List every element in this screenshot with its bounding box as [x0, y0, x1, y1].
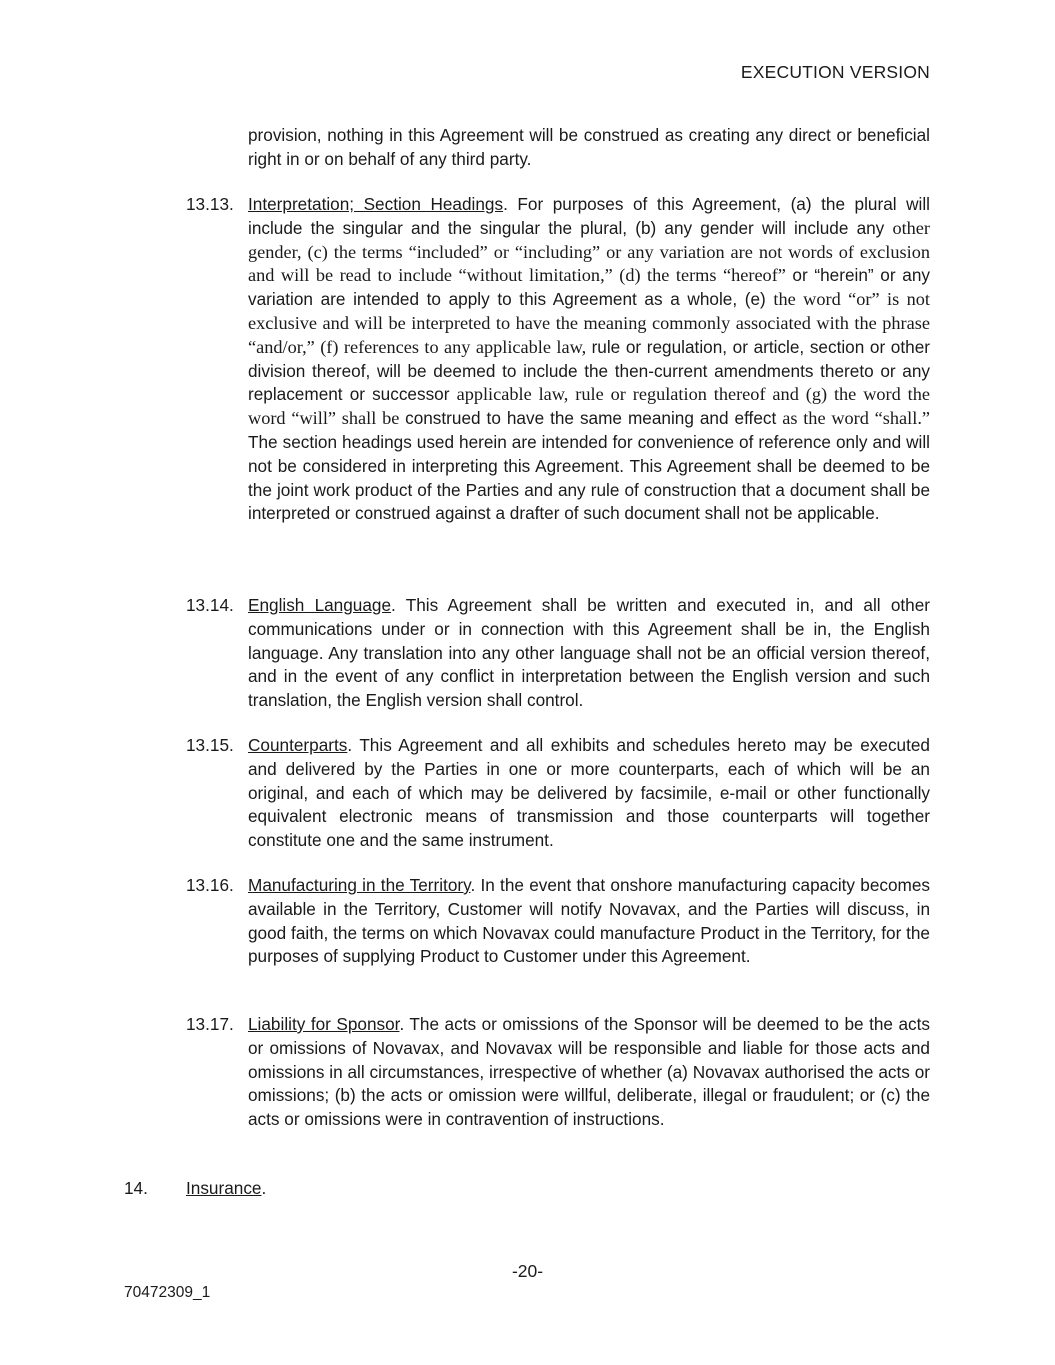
section-text: In the event that onshore manufacturing capacity becomes available in the Territory, Customer will notify Novavax, and the Parties will discuss, in good faith, the terms on which Novavax could manufacture Product in the Territory, for the purposes of supplying Product to Customer under this Agreement.	[248, 875, 930, 967]
section-14-heading: Insurance	[186, 1178, 262, 1198]
section-text: This Agreement and all exhibits and schedules hereto may be executed and delivered by the Parties in one or more counterparts, each of which will be an original, and each of which may be delivered by facsimile, e-mail or other functionally equivalent electronic means of transmission and those counterparts will together constitute one and the same instrument.	[248, 735, 930, 851]
section-number: 13.15.	[186, 735, 234, 755]
section-text: This Agreement shall be written and executed in, and all other communications under or in connection with this Agreement shall be in, the English language. Any translation into any other language shall not be an official version thereof, and in the event of any conflict in interpretation between the English version and such translation, the English version shall control.	[248, 595, 930, 711]
section-heading: Liability for Sponsor	[248, 1014, 400, 1034]
section-13-14	[248, 594, 930, 713]
heading-period: .	[399, 1014, 410, 1034]
heading-period: .	[347, 735, 360, 755]
section-14	[186, 1177, 266, 1201]
section-heading: Manufacturing in the Territory	[248, 875, 471, 895]
heading-period: .	[470, 875, 481, 895]
section-13-13	[248, 193, 930, 526]
section-13-15	[248, 734, 930, 853]
continuation-paragraph: provision, nothing in this Agreement will be construed as creating any direct or beneficial right in or on behalf of any third party.	[248, 125, 930, 169]
document-id: 70472309_1	[124, 1284, 211, 1301]
section-number: 13.14.	[186, 595, 234, 615]
heading-period: .	[391, 595, 406, 615]
section-heading: Counterparts	[248, 735, 348, 755]
section-text: rule or regulation, or article, section or other division thereof, will be deemed to include the then-current amendments thereto or any replacement or successor	[248, 336, 930, 405]
section-text: The acts or omissions of the Sponsor will be deemed to be the acts or omissions of Novavax, and Novavax will be responsible and liable for those acts and omissions in all circumstances, irrespective of whether (a) Novavax authorised the acts or omissions; (b) the acts or omission were willful, deliberate, illegal or fraudulent; or (c) the acts or omissions were in contravention of instructions.	[248, 1014, 930, 1130]
page-number: -20-	[511, 1261, 544, 1281]
section-text: applicable law, rule or regulation thereof and (g) the word the word “will” shall be	[248, 384, 931, 429]
section-number: 13.13.	[186, 194, 234, 214]
section-text: as the word “shall.”	[782, 408, 930, 429]
heading-period: .	[261, 1178, 267, 1198]
section-14-number: 14.	[124, 1178, 148, 1198]
section-text: other gender, (c) the terms “included” or “including” or any variation are not words of exclusion and will be read to include “without limitation,” (d) the terms “hereof”	[248, 217, 930, 286]
section-text: or “herein” or any variation are intended to apply to this Agreement as a whole, (e)	[248, 265, 930, 310]
heading-period: .	[503, 194, 518, 214]
section-heading: Interpretation; Section Headings	[248, 194, 504, 214]
section-number: 13.17.	[186, 1014, 234, 1034]
section-heading: English Language	[248, 595, 392, 615]
section-text: the word “or” is not exclusive and will be interpreted to have the meaning commonly associated with the phrase “and/or,” (f) references to any applicable law,	[248, 289, 930, 357]
section-13-16	[248, 874, 930, 969]
execution-version-header: EXECUTION VERSION	[740, 62, 930, 82]
section-13-17	[248, 1013, 930, 1132]
section-number: 13.16.	[186, 875, 234, 895]
section-text: The section headings used herein are intended for convenience of reference only and will not be considered in interpreting this Agreement. This Agreement shall be deemed to be the joint work product of the Parties and any rule of construction that a document shall be interpreted or construed against a drafter of such document shall not be applicable.	[248, 431, 930, 524]
section-text: For purposes of this Agreement, (a) the plural will include the singular and the singular the plural, (b) any gender will include any	[248, 194, 930, 238]
section-text: construed to have the same meaning and effect	[405, 408, 783, 429]
